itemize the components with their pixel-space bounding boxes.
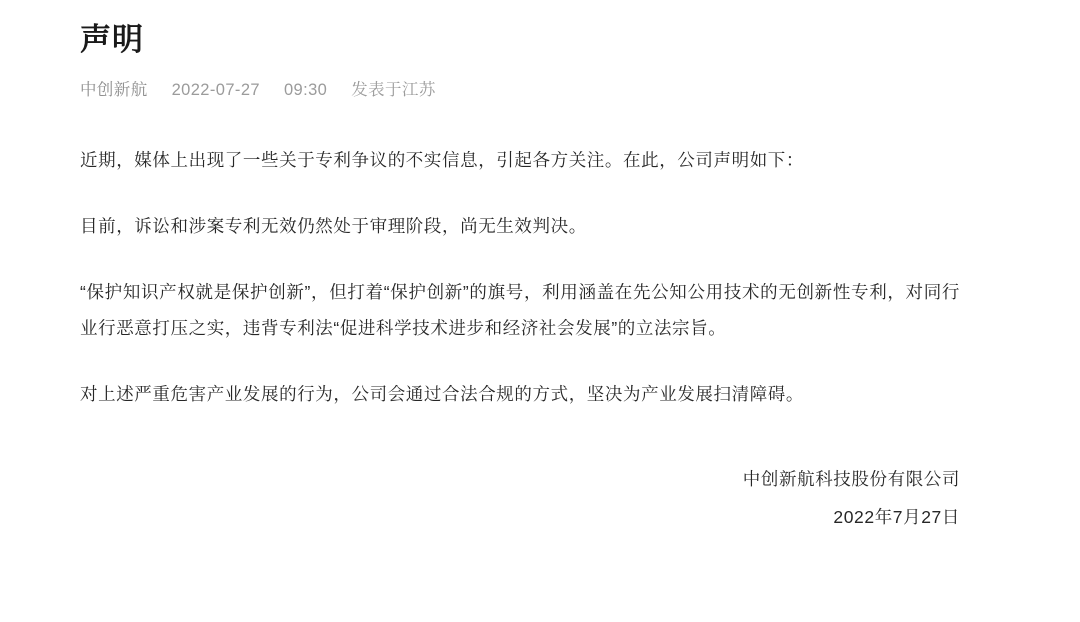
article-body [80, 142, 960, 412]
page-title: 声明 [80, 22, 144, 57]
paragraph: 对上述严重危害产业发展的行为，公司会通过合法合规的方式，坚决为产业发展扫清障碍。 [80, 384, 804, 404]
signature-company: 中创新航科技股份有限公司 [742, 469, 960, 489]
article-container [80, 0, 960, 536]
signature-date: 2022年7月27日 [833, 507, 960, 527]
article-date: 2022-07-27 [171, 81, 260, 99]
paragraph: 近期，媒体上出现了一些关于专利争议的不实信息，引起各方关注。在此，公司声明如下： [80, 150, 804, 170]
article-meta [80, 78, 960, 102]
paragraph: 目前，诉讼和涉案专利无效仍然处于审理阶段，尚无生效判决。 [80, 216, 587, 236]
article-source[interactable]: 中创新航 [80, 81, 148, 99]
signature-block [80, 460, 960, 536]
paragraph: “保护知识产权就是保护创新”，但打着“保护创新”的旗号，利用涵盖在先公知公用技术的无创新性专利，对同行业行恶意打压之实，违背专利法“促进科学技术进步和经济社会发展”的立法宗旨。 [80, 282, 960, 338]
article-time: 09:30 [283, 81, 328, 99]
article-location: 发表于江苏 [351, 81, 436, 99]
